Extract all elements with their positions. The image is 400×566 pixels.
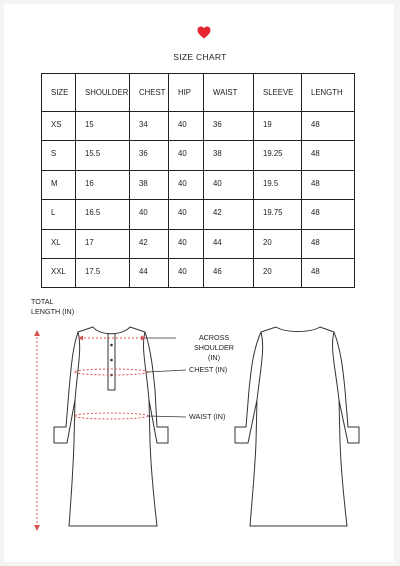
cell-sleeve: 19.25 xyxy=(254,141,302,170)
cell-shoulder: 16.5 xyxy=(76,200,130,229)
cell-size: XS xyxy=(42,112,76,141)
cell-sleeve: 20 xyxy=(254,258,302,287)
cell-sleeve: 19.75 xyxy=(254,200,302,229)
cell-waist: 42 xyxy=(204,200,254,229)
cell-shoulder: 17.5 xyxy=(76,258,130,287)
chest-label: CHEST (IN) xyxy=(189,365,228,374)
column-header-hip: HIP xyxy=(169,74,204,112)
cell-length: 48 xyxy=(302,170,355,199)
front-buttons xyxy=(110,344,113,377)
chest-leader xyxy=(148,370,186,372)
cell-length: 48 xyxy=(302,112,355,141)
waist-ellipse xyxy=(74,413,148,419)
front-placket xyxy=(108,333,115,390)
column-header-sleeve: SLEEVE xyxy=(254,74,302,112)
cell-sleeve: 20 xyxy=(254,229,302,258)
cell-hip: 40 xyxy=(169,141,204,170)
cell-length: 48 xyxy=(302,141,355,170)
cell-sleeve: 19.5 xyxy=(254,170,302,199)
front-dress-outline xyxy=(54,327,168,526)
cell-waist: 44 xyxy=(204,229,254,258)
cell-chest: 36 xyxy=(130,141,169,170)
cell-shoulder: 17 xyxy=(76,229,130,258)
across-shoulder-label: ACROSS SHOULDER (IN) xyxy=(194,333,234,362)
cell-length: 48 xyxy=(302,200,355,229)
cell-chest: 38 xyxy=(130,170,169,199)
cell-shoulder: 15 xyxy=(76,112,130,141)
cell-waist: 38 xyxy=(204,141,254,170)
cell-hip: 40 xyxy=(169,229,204,258)
cell-length: 48 xyxy=(302,258,355,287)
cell-size: XXL xyxy=(42,258,76,287)
page-title: SIZE CHART xyxy=(173,52,227,62)
total-length-label: TOTAL LENGTH (IN) xyxy=(31,297,75,316)
back-dress-outline xyxy=(235,327,359,526)
cell-size: XL xyxy=(42,229,76,258)
cell-waist: 46 xyxy=(204,258,254,287)
cell-hip: 40 xyxy=(169,112,204,141)
back-armhole-right xyxy=(333,332,339,400)
cell-chest: 34 xyxy=(130,112,169,141)
back-armhole-left xyxy=(257,332,263,400)
cell-chest: 44 xyxy=(130,258,169,287)
cell-size: M xyxy=(42,170,76,199)
cell-hip: 40 xyxy=(169,258,204,287)
column-header-shoulder: SHOULDER xyxy=(76,74,130,112)
cell-sleeve: 19 xyxy=(254,112,302,141)
cell-chest: 40 xyxy=(130,200,169,229)
column-header-chest: CHEST xyxy=(130,74,169,112)
cell-length: 48 xyxy=(302,229,355,258)
waist-label: WAIST (IN) xyxy=(189,412,226,421)
column-header-length: LENGTH xyxy=(302,74,355,112)
column-header-size: SIZE xyxy=(42,74,76,112)
cell-size: L xyxy=(42,200,76,229)
cell-chest: 42 xyxy=(130,229,169,258)
cell-shoulder: 15.5 xyxy=(76,141,130,170)
cell-waist: 36 xyxy=(204,112,254,141)
cell-hip: 40 xyxy=(169,170,204,199)
cell-waist: 40 xyxy=(204,170,254,199)
cell-shoulder: 16 xyxy=(76,170,130,199)
waist-leader xyxy=(148,416,186,417)
cell-hip: 40 xyxy=(169,200,204,229)
measure-arrowheads xyxy=(34,330,146,531)
cell-size: S xyxy=(42,141,76,170)
column-header-waist: WAIST xyxy=(204,74,254,112)
